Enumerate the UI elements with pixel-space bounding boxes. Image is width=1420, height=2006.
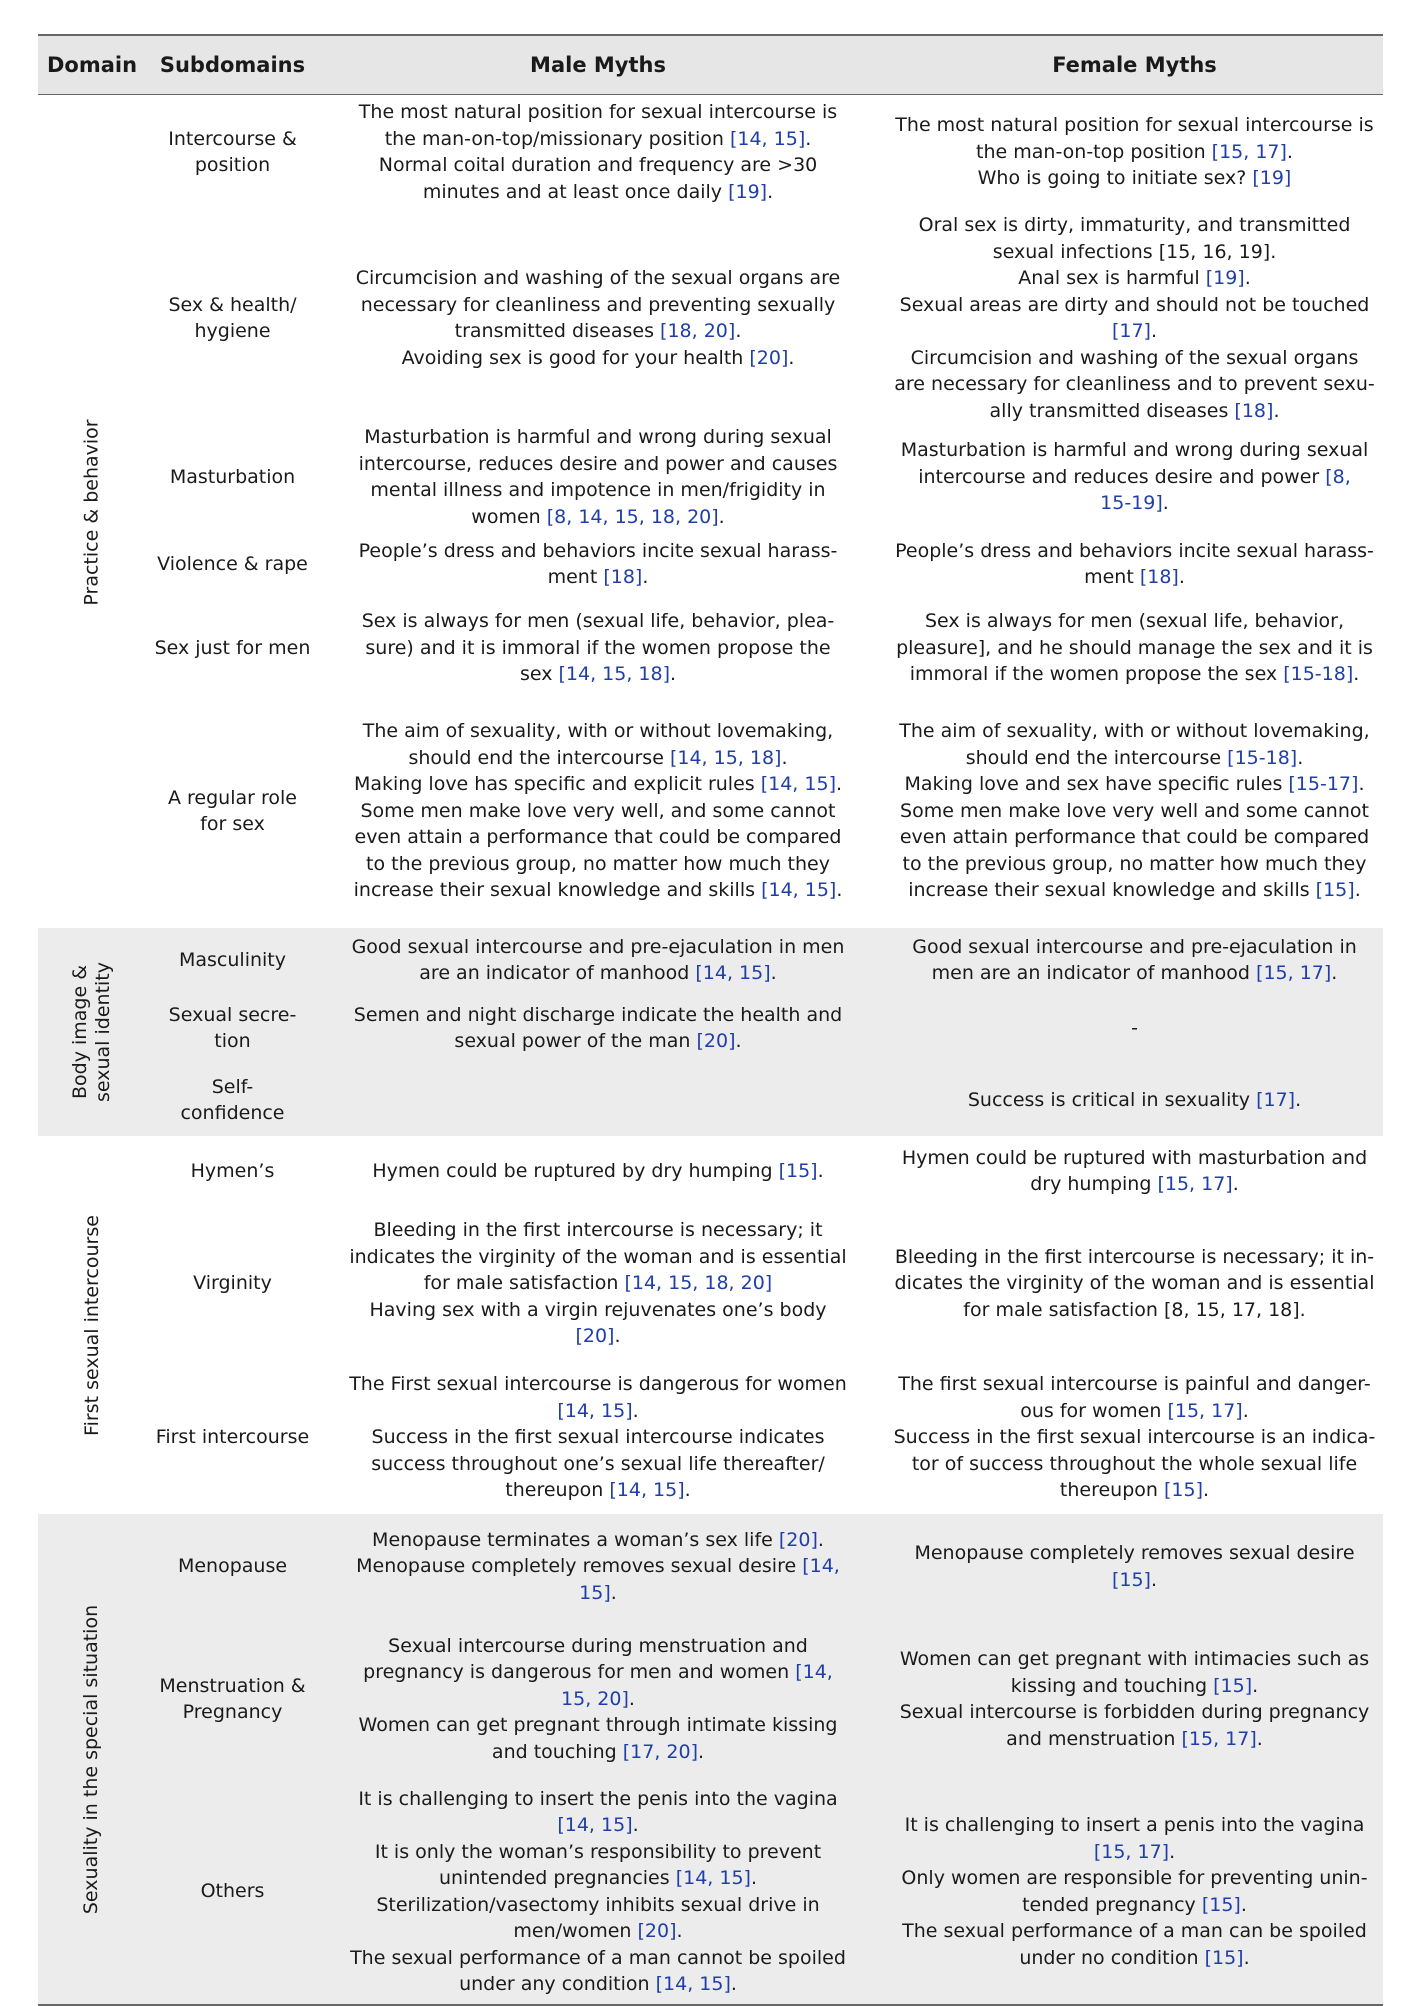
subdomain-cell [146,1514,319,1619]
subdomain-cell [146,1136,319,1206]
citation-ref: [20] [696,1030,736,1052]
myth-text: Bleeding in the first intercourse is necessary; it in- dicates the virginity of the woman and is essential for male satisfaction [8, 15, 17, 18]. [894,1245,1375,1321]
myth-text: Menopause completely removes sexual desire [914,1542,1355,1564]
myth-text: Masturbation is harmful and wrong during sexual intercourse, reduces desire and power and causes mental illness and impotence in men/frigidity in women [358,426,838,528]
domain-cell [38,96,146,928]
male-myth-cell [329,602,867,694]
myth-text: . Making love has specific and explicit rules [353,746,788,796]
myth-text: . Success in the first sexual intercourse is an indica- tor of success throughout the whole sexual life thereupon [893,1399,1376,1502]
subdomain-cell [146,1064,319,1136]
female-myth-cell [886,602,1383,694]
female-myth-cell [886,1619,1383,1779]
myth-text: . Sexual intercourse is forbidden during pregnancy and menstruation [899,1674,1370,1750]
myth-text: The aim of sexuality, with or without lovemaking, should end the intercourse [362,720,834,769]
myth-text: . [1295,1088,1302,1111]
myth-text: Sex is always for men (sexual life, behavior, pleasure], and he should manage the sex and it is immoral if the women propose the sex [896,610,1373,686]
subdomain-cell [146,208,319,428]
table-row [146,1779,1383,2004]
subdomain-label: First intercourse [155,1426,310,1449]
myth-text: . Only women are responsible for preventing unin- tended pregnancy [901,1840,1368,1916]
female-myth-cell [886,1064,1383,1136]
myth-text: . [1178,566,1185,588]
citation-ref: [15, 17] [1157,1173,1233,1195]
myth-text: . [730,1973,737,1995]
male-myth-cell [329,208,867,428]
myth-text: . Some men make love very well and some cannot even attain performance that could be compared to the previous group, no matter how much they increase their sexual knowledge and skills [899,773,1370,902]
myth-text: . Sterilization/vasectomy inhibits sexual drive in men/women [376,1867,820,1942]
citation-ref: [18, 20] [660,320,736,342]
myth-text: Sexual intercourse during menstruation and pregnancy is dangerous for men and women [363,1634,808,1684]
subdomain-cell [146,1619,319,1779]
citation-ref: [14, 15] [729,127,806,150]
myth-text: . Making love and sex have specific rules [904,746,1304,796]
female-myth-cell [886,526,1383,602]
myth-text: . [1150,1568,1158,1591]
citation-ref: [14, 15] [579,1555,840,1604]
myth-text: . Avoiding sex is good for your health [401,320,744,369]
myth-text: Masturbation is harmful and wrong during sexual intercourse and reduces desire and power [900,439,1369,488]
myth-text: . Menopause completely removes sexual desire [356,1528,824,1578]
citation-ref: [15, 17] [1167,1399,1243,1422]
myth-text: . [770,962,777,984]
citation-ref: [14, 15] [655,1973,731,1995]
male-myth-cell [329,992,867,1064]
subdomain-label: Intercourse & position [168,127,297,176]
myth-text: . The sexual performance of a man can be spoiled under no condition [902,1893,1367,1969]
female-myth-cell [886,208,1383,428]
table-row [146,1064,1383,1136]
myth-text: The first sexual intercourse is painful and danger- ous for women [898,1373,1371,1422]
citation-ref: [19] [728,180,768,203]
myth-text: - [1131,1016,1138,1039]
table-row [146,992,1383,1064]
myth-text: . [1256,1727,1263,1750]
myth-text: Hymen could be ruptured with masturbation and dry humping [901,1146,1368,1195]
domain-cell [38,1136,146,1514]
subdomain-cell [146,1206,319,1361]
male-myth-cell [329,1779,867,2004]
myth-text: . Who is going to initiate sex? [977,140,1293,190]
subdomain-label: Others [200,1880,265,1903]
table-row [146,428,1383,526]
myth-text: People’s dress and behaviors incite sexual harass- ment [358,539,838,588]
citation-ref: [15, 17] [1211,140,1287,163]
domain-label: Body image & sexual identity [69,962,114,1102]
domain-label: Sexuality in the special situation [80,1604,103,1914]
citation-ref: [18] [1234,399,1274,422]
subdomain-label: Sex just for men [154,636,311,659]
citation-ref: [19] [1205,267,1245,289]
table-row [146,694,1383,928]
subdomain-cell [146,992,319,1064]
subdomain-cell [146,602,319,694]
citation-ref: [17] [1256,1088,1296,1111]
myth-text: . [836,879,843,902]
myth-text: Menopause terminates a woman’s sex life [372,1528,779,1551]
citation-ref: [15] [1204,1946,1244,1969]
myth-text: It is challenging to insert the penis into the vagina [358,1787,838,1810]
female-myth-cell [886,428,1383,526]
myth-text: . [610,1581,617,1604]
subdomain-label: Masculinity [179,948,286,971]
table-row [146,1514,1383,1619]
domain-section [38,1514,1383,2004]
subdomain-label: Menstruation & Pregnancy [159,1674,306,1723]
citation-ref: [20] [575,1325,615,1348]
male-myth-cell [329,1136,867,1206]
myth-text: . [1354,879,1361,902]
citation-ref: [15-17] [1288,773,1359,796]
citation-ref: [15] [1164,1479,1204,1502]
myth-text: The aim of sexuality, with or without lovemaking, should end the intercourse [899,720,1370,769]
myth-text: . [1353,663,1360,686]
myth-text: . [817,1159,824,1182]
myth-text: Bleeding in the first intercourse is necessary; it indicates the virginity of the woman and is essential for male satisfaction [349,1219,847,1295]
myth-text: . [642,566,649,588]
myth-text: . It is only the woman’s responsibility to prevent unintended pregnancies [374,1814,822,1889]
myth-text: . [1232,1173,1239,1195]
citation-ref: [8, 15-19] [1100,465,1351,515]
myth-text: Hymen could be ruptured by dry humping [372,1159,779,1182]
myth-text: Semen and night discharge indicate the health and sexual power of the man [353,1003,843,1052]
citation-ref: [14, 15] [609,1479,685,1502]
myth-text: It is challenging to insert a penis into the vagina [904,1814,1365,1836]
myth-text: Success is critical in sexuality [967,1088,1257,1111]
citation-ref: [14, 15] [557,1814,633,1836]
myth-text: . [1243,1946,1250,1969]
subdomain-label: Self- confidence [180,1075,285,1124]
subdomain-label: Violence & rape [157,552,308,575]
subdomain-cell [146,428,319,526]
table-row [146,602,1383,694]
myth-text: Circumcision and washing of the sexual organs are necessary for cleanliness and preventing sexually transmitted diseases [355,267,841,342]
subdomain-label: Sex & health/ hygiene [168,293,297,342]
myth-text: Having sex with a virgin rejuvenates one’s body [369,1298,827,1321]
domain-cell [38,928,146,1136]
myth-text: Sex is always for men (sexual life, behavior, plea- sure) and it is immoral if the women propose the sex [361,610,835,686]
subdomain-cell [146,1779,319,2004]
myth-text: . The sexual performance of a man cannot be spoiled under any condition [350,1920,846,1995]
citation-ref: [17] [1111,320,1151,342]
table-row [146,1206,1383,1361]
citation-ref: [14, 15] [695,962,771,984]
domain-label: First sexual intercourse [80,1214,103,1436]
myth-text: . Sexual areas are dirty and should not be touched [899,267,1370,316]
myth-text: . Success in the first sexual intercourse indicates success throughout one’s sexual life thereafter/ thereupon [371,1399,825,1502]
male-myth-cell [329,428,867,526]
myth-text: . [735,1030,742,1052]
male-myth-cell [329,526,867,602]
citation-ref: [15, 17] [1256,962,1332,984]
subdomain-label: A regular role for sex [168,786,297,835]
myth-text: The First sexual intercourse is dangerous for women [349,1373,847,1396]
myth-text: The most natural position for sexual intercourse is the man-on-top position [895,114,1374,163]
header-male-myths: Male Myths [530,53,666,77]
subdomain-cell [146,96,319,208]
citation-ref: [14, 15] [675,1867,751,1889]
myth-text: . [1162,492,1169,515]
citation-ref: [15, 17] [1181,1727,1257,1750]
myth-text: . [767,180,774,203]
myth-text: People’s dress and behaviors incite sexual harass- ment [895,539,1374,588]
table-row [146,526,1383,602]
myth-text: . [1331,962,1338,984]
myth-text: . [788,346,795,369]
citation-ref: [14, 15, 18, 20] [624,1272,773,1295]
myth-text: The most natural position for sexual intercourse is the man-on-top/missionary position [358,101,838,150]
table-row [146,928,1383,992]
citation-ref: [18] [603,566,643,588]
female-myth-cell [886,1206,1383,1361]
citation-ref: [20] [778,1528,818,1551]
subdomain-cell [146,526,319,602]
male-myth-cell [329,928,867,992]
subdomain-label: Virginity [193,1272,272,1295]
female-myth-cell [886,96,1383,208]
myth-text: . [698,1740,705,1763]
citation-ref: [15] [1111,1568,1151,1591]
female-myth-cell [886,694,1383,928]
citation-ref: [15, 17] [1093,1840,1170,1863]
myth-text: . Circumcision and washing of the sexual organs are necessary for cleanliness and to prevent sexu- ally transmitted diseases [894,320,1375,422]
female-myth-cell [886,1779,1383,2004]
citation-ref: [15] [1315,879,1355,902]
citation-ref: [20] [637,1920,677,1942]
citation-ref: [14, 15] [761,879,837,902]
myth-text: Good sexual intercourse and pre-ejaculation in men are an indicator of manhood [912,935,1357,984]
table-row [146,96,1383,208]
citation-ref: [15] [1201,1893,1241,1916]
citation-ref: [14, 15, 18] [669,746,782,769]
citation-ref: [14, 15] [557,1399,633,1422]
citation-ref: [14, 15] [760,773,836,796]
citation-ref: [15] [1213,1674,1253,1697]
table-row [146,208,1383,428]
myth-text: Oral sex is dirty, immaturity, and transmitted sexual infections [15, 16, 19]. Anal sex is harmful [918,214,1351,289]
domain-cell [38,1514,146,2004]
male-myth-cell [329,694,867,928]
subdomain-label: Hymen’s [190,1159,275,1182]
male-myth-cell [329,96,867,208]
citation-ref: [18] [1139,566,1179,588]
myth-text: . [1273,399,1280,422]
female-myth-cell [886,1136,1383,1206]
subdomain-label: Masturbation [169,465,296,488]
female-myth-cell [886,1361,1383,1514]
domain-section [38,928,1383,1136]
subdomain-label: Sexual secre- tion [168,1003,297,1052]
table-row [146,1361,1383,1514]
female-myth-cell [886,992,1383,1064]
domain-label: Practice & behavior [80,418,103,606]
subdomain-cell [146,928,319,992]
header-female-myths: Female Myths [1052,53,1217,77]
myth-text: . [1203,1479,1210,1502]
myth-text: . Normal coital duration and frequency are >30 minutes and at least once daily [378,127,818,203]
domain-section [38,1136,1383,1514]
citation-ref: [14, 15, 18] [558,663,670,686]
header-domain: Domain [46,53,138,77]
citation-ref: [14, 15, 20] [561,1661,833,1710]
citation-ref: [15-18] [1283,663,1354,686]
male-myth-cell [329,1064,867,1136]
female-myth-cell [886,928,1383,992]
female-myth-cell [886,1514,1383,1619]
subdomain-cell [146,1361,319,1514]
myth-text: . [614,1325,621,1348]
male-myth-cell [329,1361,867,1514]
citation-ref: [8, 14, 15, 18, 20] [546,505,719,528]
citation-ref: [20] [749,346,789,369]
male-myth-cell [329,1514,867,1619]
table-row [146,1136,1383,1206]
subdomain-label: Menopause [177,1555,288,1578]
header-subdomains: Subdomains [159,53,306,77]
myth-text: Good sexual intercourse and pre-ejaculation in men are an indicator of manhood [351,935,845,984]
myth-text: . [718,505,725,528]
citation-ref: [15] [778,1159,818,1182]
citation-ref: [17, 20] [622,1740,698,1763]
myth-text: . [670,663,677,686]
male-myth-cell [329,1206,867,1361]
male-myth-cell [329,1619,867,1779]
myth-text: . [684,1479,691,1502]
myth-text: . Some men make love very well, and some cannot even attain a performance that could be compared to the previous group, no matter how much they increase their sexual knowledge and skills [353,773,843,902]
myth-text: . Women can get pregnant through intimate kissing and touching [358,1687,838,1763]
citation-ref: [19] [1252,167,1292,190]
myth-text: Women can get pregnant with intimacies such as kissing and touching [899,1648,1370,1697]
table-header [38,36,1383,95]
table-row [146,1619,1383,1779]
citation-ref: [15-18] [1227,746,1298,769]
domain-section [38,96,1383,928]
subdomain-cell [146,694,319,928]
